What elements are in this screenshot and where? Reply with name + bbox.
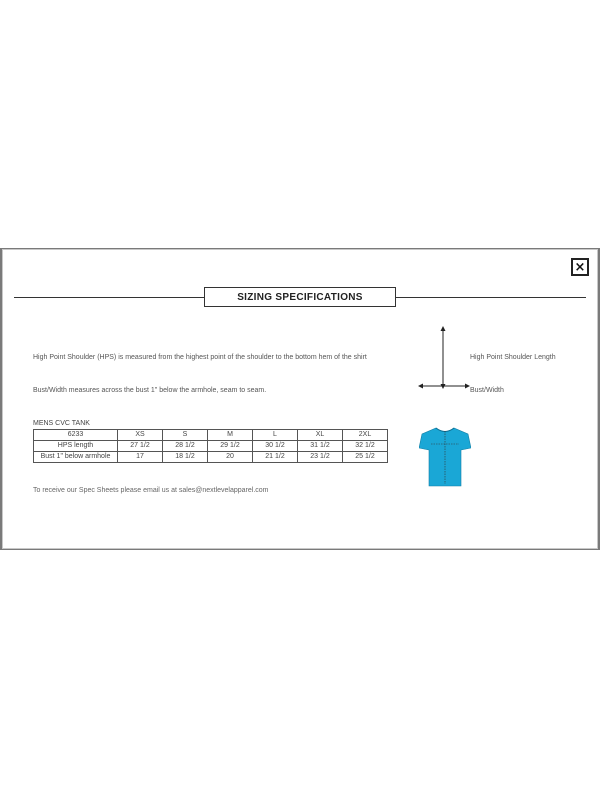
spec-sheet-email-text: To receive our Spec Sheets please email us at sales@nextlevelapparel.com	[33, 487, 269, 494]
table-cell: XS	[118, 430, 163, 441]
table-row	[34, 441, 388, 452]
close-button[interactable]	[571, 258, 589, 276]
measurement-arrows-icon	[413, 326, 473, 392]
table-cell: M	[208, 430, 253, 441]
table-cell: 2XL	[343, 430, 388, 441]
table-cell: 31 1/2	[298, 441, 343, 452]
tshirt-icon	[419, 426, 471, 488]
close-icon[interactable]: ×	[574, 259, 586, 275]
bust-description: Bust/Width measures across the bust 1" below the armhole, seam to seam.	[33, 387, 267, 394]
page-background-top	[0, 0, 600, 248]
sizing-modal	[2, 249, 598, 549]
size-table	[33, 429, 388, 463]
table-cell: HPS length	[34, 441, 118, 452]
title-divider-left	[14, 297, 204, 298]
table-cell: S	[163, 430, 208, 441]
table-cell: 18 1/2	[163, 452, 208, 463]
table-cell: 20	[208, 452, 253, 463]
bust-width-label: Bust/Width	[470, 387, 504, 394]
title-divider-right	[396, 297, 586, 298]
table-cell: XL	[298, 430, 343, 441]
table-cell: 27 1/2	[118, 441, 163, 452]
table-cell: 25 1/2	[343, 452, 388, 463]
hps-description: High Point Shoulder (HPS) is measured from the highest point of the shoulder to the bottom hem of the shirt	[33, 354, 367, 361]
table-cell: 29 1/2	[208, 441, 253, 452]
page-background-bottom	[0, 550, 600, 800]
table-row	[34, 452, 388, 463]
table-cell: 6233	[34, 430, 118, 441]
table-cell: 28 1/2	[163, 441, 208, 452]
hps-length-label: High Point Shoulder Length	[470, 354, 556, 361]
table-cell: 23 1/2	[298, 452, 343, 463]
table-cell: 21 1/2	[253, 452, 298, 463]
table-cell: L	[253, 430, 298, 441]
table-cell: Bust 1" below armhole	[34, 452, 118, 463]
modal-title: SIZING SPECIFICATIONS	[204, 287, 396, 307]
table-cell: 32 1/2	[343, 441, 388, 452]
table-cell: 17	[118, 452, 163, 463]
table-header-row	[34, 430, 388, 441]
table-cell: 30 1/2	[253, 441, 298, 452]
product-name: MENS CVC TANK	[33, 420, 90, 427]
